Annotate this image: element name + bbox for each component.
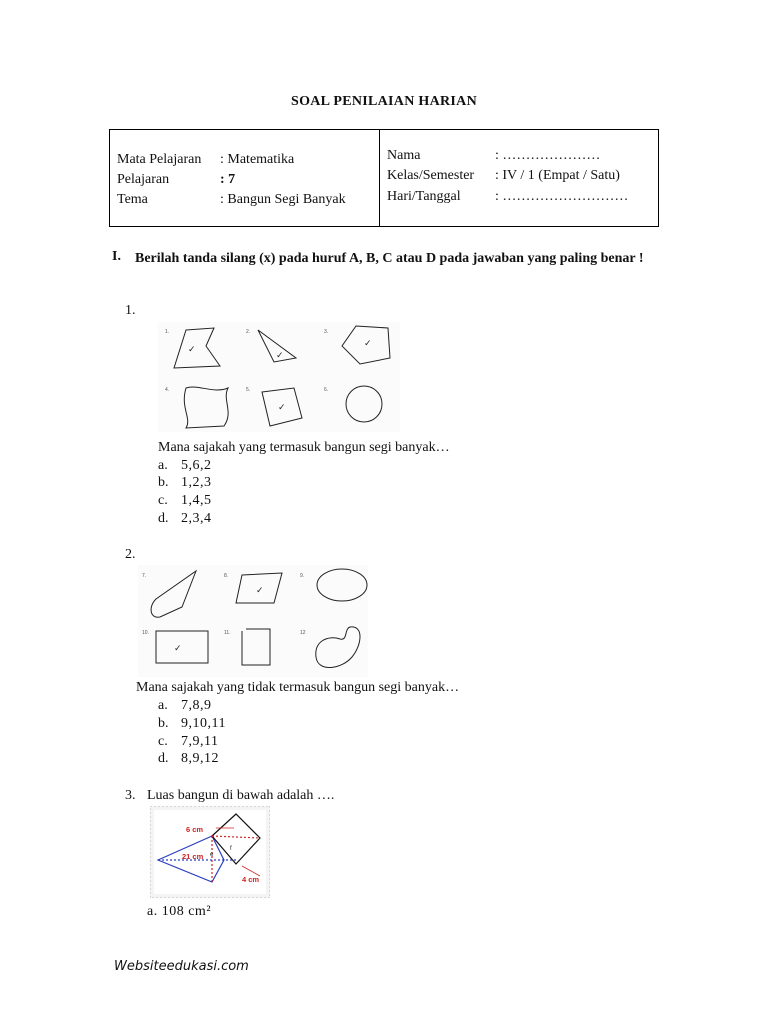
svg-text:f: f [230,846,232,852]
q1-option-c-letter: c. [158,493,168,508]
q1-option-a[interactable]: 5,6,2 [181,458,212,473]
q2-fig-label-8: 8. [224,573,229,579]
q3-label-21cm: 21 cm [182,852,204,861]
q2-option-b-letter: b. [158,716,169,731]
q2-option-a[interactable]: 7,8,9 [181,698,212,713]
q2-option-c[interactable]: 7,9,11 [181,734,219,749]
info-label-name: Nama [387,148,421,163]
info-label-lesson: Pelajaran [117,172,170,187]
q1-fig-label-2: 2. [246,329,251,335]
q1-fig-label-1: 1. [165,329,170,335]
q1-option-b-letter: b. [158,475,169,490]
question-2-prompt: Mana sajakah yang tidak termasuk bangun segi banyak… [136,680,460,695]
q2-option-c-letter: c. [158,734,168,749]
section-instruction: Berilah tanda silang (x) pada huruf A, B, C atau D pada jawaban yang paling benar ! [135,251,644,266]
svg-text:✓: ✓ [276,350,284,360]
question-3-prompt: Luas bangun di bawah adalah …. [147,788,335,803]
question-1-prompt: Mana sajakah yang termasuk bangun segi banyak… [158,440,450,455]
info-value-class: : IV / 1 (Empat / Satu) [495,168,620,183]
q2-option-d-letter: d. [158,751,169,766]
q2-fig-label-11: 11. [224,630,231,636]
q2-fig-label-7: 7. [142,573,147,579]
q3-label-4cm: 4 cm [242,875,260,884]
q1-fig-label-5: 5. [246,387,251,393]
q2-fig-label-10: 10. [142,630,149,636]
info-label-subject: Mata Pelajaran [117,152,202,167]
info-label-theme: Tema [117,192,148,207]
svg-text:✓: ✓ [278,402,286,412]
info-label-date: Hari/Tanggal [387,189,461,204]
svg-text:✓: ✓ [174,643,182,653]
q2-option-b[interactable]: 9,10,11 [181,716,226,731]
q2-fig-label-12: 12 [300,630,306,636]
info-label-class: Kelas/Semester [387,168,475,183]
q3-label-6cm: 6 cm [186,825,204,834]
info-value-date: : ……………………… [495,189,629,204]
q2-option-a-letter: a. [158,698,168,713]
section-number: I. [112,249,121,264]
q1-option-c[interactable]: 1,4,5 [181,493,212,508]
q2-option-d[interactable]: 8,9,12 [181,751,219,766]
q1-fig-label-4: 4. [165,387,170,393]
question-1-number: 1. [125,303,136,318]
q1-option-d[interactable]: 2,3,4 [181,511,212,526]
question-3-number: 3. [125,788,136,803]
q2-fig-label-9: 9. [300,573,305,579]
q1-fig-label-3: 3. [324,329,329,335]
info-box-divider [379,129,380,227]
svg-text:✓: ✓ [364,338,372,348]
q1-option-a-letter: a. [158,458,168,473]
svg-text:e: e [210,852,214,858]
info-value-lesson: : 7 [220,172,236,187]
info-value-subject: : Matematika [220,152,295,167]
footer-website: Websiteedukasi.com [114,959,249,974]
question-2-figure [138,565,368,677]
info-value-theme: : Bangun Segi Banyak [220,192,346,207]
q3-option-a[interactable]: a. 108 cm² [147,904,212,919]
question-3-figure [150,806,270,898]
question-1-figure [158,322,400,432]
q1-option-b[interactable]: 1,2,3 [181,475,212,490]
info-value-name: : ………………… [495,148,601,163]
page-title: SOAL PENILAIAN HARIAN [291,94,477,109]
question-2-number: 2. [125,547,136,562]
svg-text:✓: ✓ [256,585,264,595]
svg-text:✓: ✓ [188,344,196,354]
q1-fig-label-6: 6. [324,387,329,393]
q1-option-d-letter: d. [158,511,169,526]
